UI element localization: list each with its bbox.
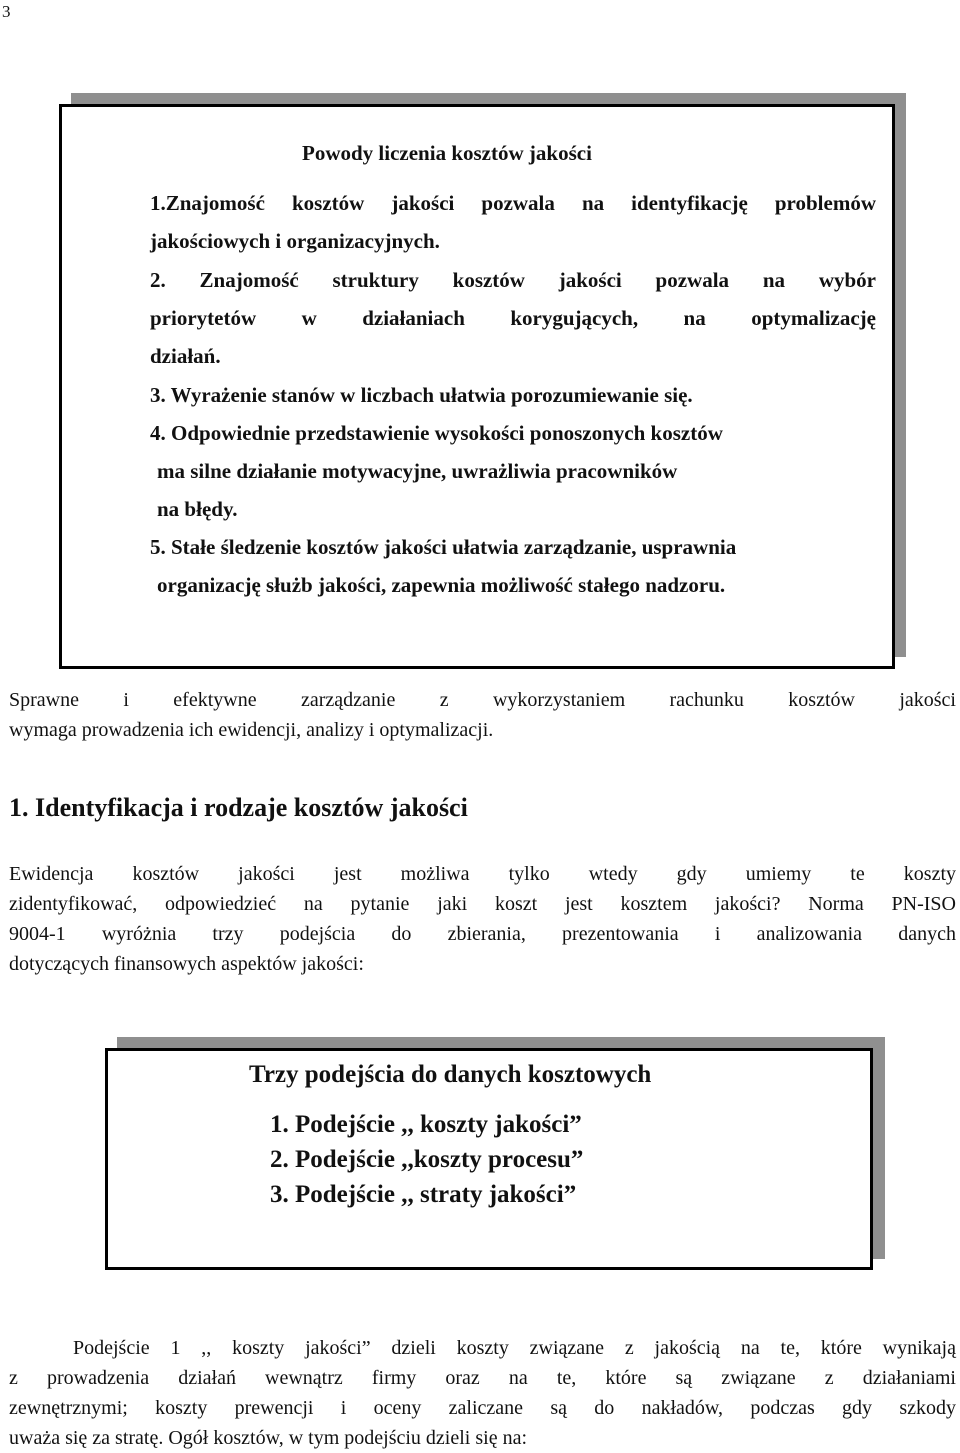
reasons-line: 1.Znajomość kosztów jakości pozwala na identyfikację problemów	[150, 191, 876, 215]
paragraph-line: Sprawne i efektywne zarządzanie z wykorzystaniem rachunku kosztów jakości	[9, 689, 956, 711]
reasons-line: ma silne działanie motywacyjne, uwrażliwia pracowników	[157, 459, 678, 483]
approaches-box-title: Trzy podejścia do danych kosztowych	[249, 1061, 652, 1088]
paragraph-line: 9004-1 wyróżnia trzy podejścia do zbierania, prezentowania i analizowania danych	[9, 923, 956, 945]
reasons-line: 2. Znajomość struktury kosztów jakości pozwala na wybór	[150, 268, 876, 292]
paragraph-line: zidentyfikować, odpowiedzieć na pytanie jaki koszt jest kosztem jakości? Norma PN-ISO	[9, 893, 956, 915]
reasons-line: 4. Odpowiednie przedstawienie wysokości ponoszonych kosztów	[150, 421, 723, 445]
section-heading: 1. Identyfikacja i rodzaje kosztów jakości	[9, 793, 468, 822]
reasons-line: organizację służb jakości, zapewnia możliwość stałego nadzoru.	[157, 573, 726, 597]
reasons-line: 3. Wyrażenie stanów w liczbach ułatwia porozumiewanie się.	[150, 383, 693, 407]
paragraph	[9, 1333, 956, 1453]
paragraph-line: uważa się za stratę. Ogół kosztów, w tym podejściu dzieli się na:	[9, 1427, 527, 1449]
page-number: 3	[2, 2, 11, 21]
reasons-line: jakościowych i organizacyjnych.	[150, 229, 440, 253]
reasons-line: na błędy.	[157, 497, 238, 521]
paragraph-line: zewnętrznymi; koszty prewencji i oceny zaliczane są do nakładów, podczas gdy szkody	[9, 1397, 956, 1419]
paragraph-line: dotyczących finansowych aspektów jakości:	[9, 953, 364, 975]
paragraph-line: Podejście 1 ,, koszty jakości” dzieli koszty związane z jakością na te, które wynikają	[73, 1337, 956, 1359]
approach-item: 2. Podejście ,,koszty procesu”	[270, 1146, 584, 1173]
reasons-box-title: Powody liczenia kosztów jakości	[302, 141, 592, 165]
paragraph-line: wymaga prowadzenia ich ewidencji, analizy i optymalizacji.	[9, 719, 494, 741]
approach-item: 3. Podejście ,, straty jakości”	[270, 1181, 577, 1208]
reasons-line: 5. Stałe śledzenie kosztów jakości ułatwia zarządzanie, usprawnia	[150, 535, 737, 559]
paragraph	[9, 859, 956, 979]
paragraph	[9, 685, 956, 745]
paragraph-line: z prowadzenia działań wewnątrz firmy oraz na te, które są związane z działaniami	[9, 1367, 956, 1389]
reasons-line: priorytetów w działaniach korygujących, na optymalizację	[150, 306, 876, 330]
reasons-line: działań.	[150, 344, 221, 368]
approach-item: 1. Podejście ,, koszty jakości”	[270, 1111, 582, 1138]
paragraph-line: Ewidencja kosztów jakości jest możliwa tylko wtedy gdy umiemy te koszty	[9, 863, 956, 885]
